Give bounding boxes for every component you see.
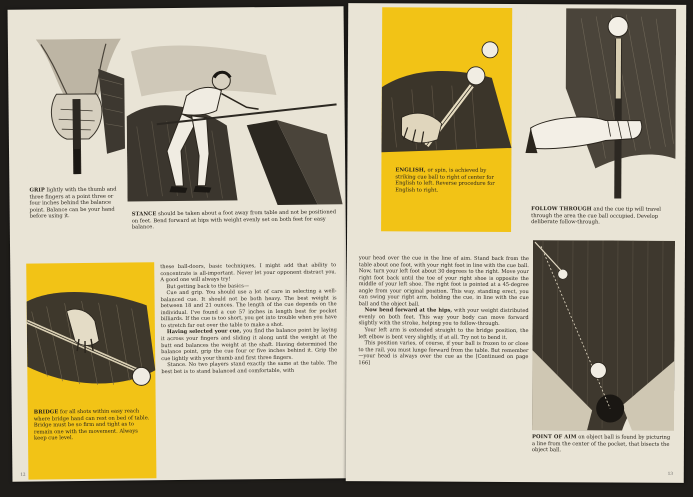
follow-through-caption-text: and the cue tip will travel through the area the cue ball occupied. Develop deliberate follow-through.: [531, 206, 661, 226]
left-body-text-4: you find the balance point by laying it across your fingers and sliding it along until the weight at the butt end balances the weight at the shaft. Having determined the balance point, grip the cue four or five inches behind it. Grip the cue lightly with your thumb and first three fingers.: [160, 327, 338, 362]
stance-caption-lead: STANCE: [131, 211, 157, 218]
bridge-caption-text: for all shots within easy reach where bridge hand can rest on bed of table. Bridge must be so firm and tight as to remain one with the movement. Always keep cue level.: [33, 408, 150, 442]
bridge-caption-lead: BRIDGE: [33, 409, 59, 416]
left-body-text-2: But getting back to the basics—: [166, 282, 249, 290]
grip-illustration: [26, 39, 127, 180]
english-caption-lead: ENGLISH,: [395, 167, 426, 174]
right-body-text-4: This position varies, of course, if your ball is frozen to or close to the rail, you must lunge forward from the table. But remember—your head is always over the cue as the [Continued on page 166]: [358, 340, 529, 366]
english-caption-text: or spin, is achieved by striking cue ball to right of center for English to left. Reverse procedure for English to right.: [395, 167, 495, 194]
left-body-text-3: Cue and grip. You should use a lot of care in selecting a well-balanced cue. It should not be both heavy. The best weight is between 18 and 21 ounces. The length of the cue depends on the individual. I've found a cue 57 inches in length best for pocket billiards. If the cue is too short, you get into trouble when you have to stretch far out over the table to make a shot.: [160, 288, 337, 330]
right-body-paragraph-3: [358, 327, 528, 341]
right-body-paragraph-4: [358, 340, 528, 367]
left-body-paragraph-5: [161, 361, 337, 376]
bridge-illustration: [26, 280, 155, 399]
left-body-paragraph-1: [160, 262, 336, 283]
right-body-column: [358, 255, 529, 367]
point-of-aim-caption-text: on object ball is found by picturing a line from the center of the pocket, that bisects the object ball.: [531, 434, 671, 454]
follow-through-caption: [531, 206, 675, 227]
right-body-lead-2: Now bend forward at the hips,: [364, 307, 453, 315]
stance-caption: [132, 209, 337, 231]
left-body-lead-4: Having selected your cue,: [166, 328, 242, 336]
english-caption: [395, 167, 499, 194]
right-body-text-3: Your left arm is extended straight to the bridge position, the left elbow is bent very slightly, if at all. Try not to bend it.: [358, 327, 529, 341]
left-page: [8, 6, 349, 481]
point-of-aim-caption: [532, 434, 674, 455]
follow-through-caption-lead: FOLLOW THROUGH: [531, 206, 592, 213]
point-of-aim-illustration: [532, 240, 675, 431]
grip-caption: [29, 187, 125, 221]
point-of-aim-caption-lead: POINT OF AIM: [531, 434, 577, 441]
follow-through-illustration: [525, 8, 676, 205]
right-body-text-2: with your weight distributed evenly on both feet. This way your body can move forward slightly with the stroke, helping you to follow-through.: [358, 308, 529, 328]
left-body-text-1: these ball-doors, basic techniques, I might add that ability to concentrate is all-important. Never let your opponent distract you. A good one will always try!: [160, 262, 337, 284]
right-body-text-1: your head over the cue in the line of aim. Stand back from the table about one foot, with your right foot in line with the cue ball. Now, turn your left foot about 30 degrees to the right. Move your right foot back until the toe of your right shoe is opposite the middle of your left shoe. The right foot is pointed at a 45-degree angle from your original position. This way, standing erect, you can swing your right arm, holding the cue, in line with the cue ball and the object ball.: [358, 255, 529, 308]
left-body-paragraph-4: [161, 328, 337, 363]
grip-caption-lead: GRIP: [29, 187, 45, 194]
english-illustration: [381, 27, 512, 158]
bridge-panel: [26, 262, 156, 479]
stance-caption-text: should be taken about a foot away from table and not be positioned on feet. Bend forward at hips with weight evenly set on both feet for easy balance.: [131, 209, 337, 231]
stance-illustration: [126, 34, 343, 208]
left-page-number: 12: [20, 471, 26, 477]
left-body-column: [160, 262, 337, 375]
english-panel: [381, 7, 512, 232]
grip-caption-text: lightly with the thumb and three fingers at a point three or four inches behind the balance point. Balance can be your hand before using it.: [29, 186, 117, 220]
left-body-paragraph-3: [160, 289, 336, 330]
right-page: [346, 3, 686, 483]
right-page-number: 13: [667, 470, 673, 476]
left-body-text-5: Stance. No two players stand exactly the same at the table. The best bet is to stand balanced and comfortable, with: [161, 360, 338, 375]
right-body-paragraph-1: [359, 255, 529, 308]
right-body-paragraph-2: [359, 308, 529, 329]
bridge-caption: [34, 408, 150, 442]
